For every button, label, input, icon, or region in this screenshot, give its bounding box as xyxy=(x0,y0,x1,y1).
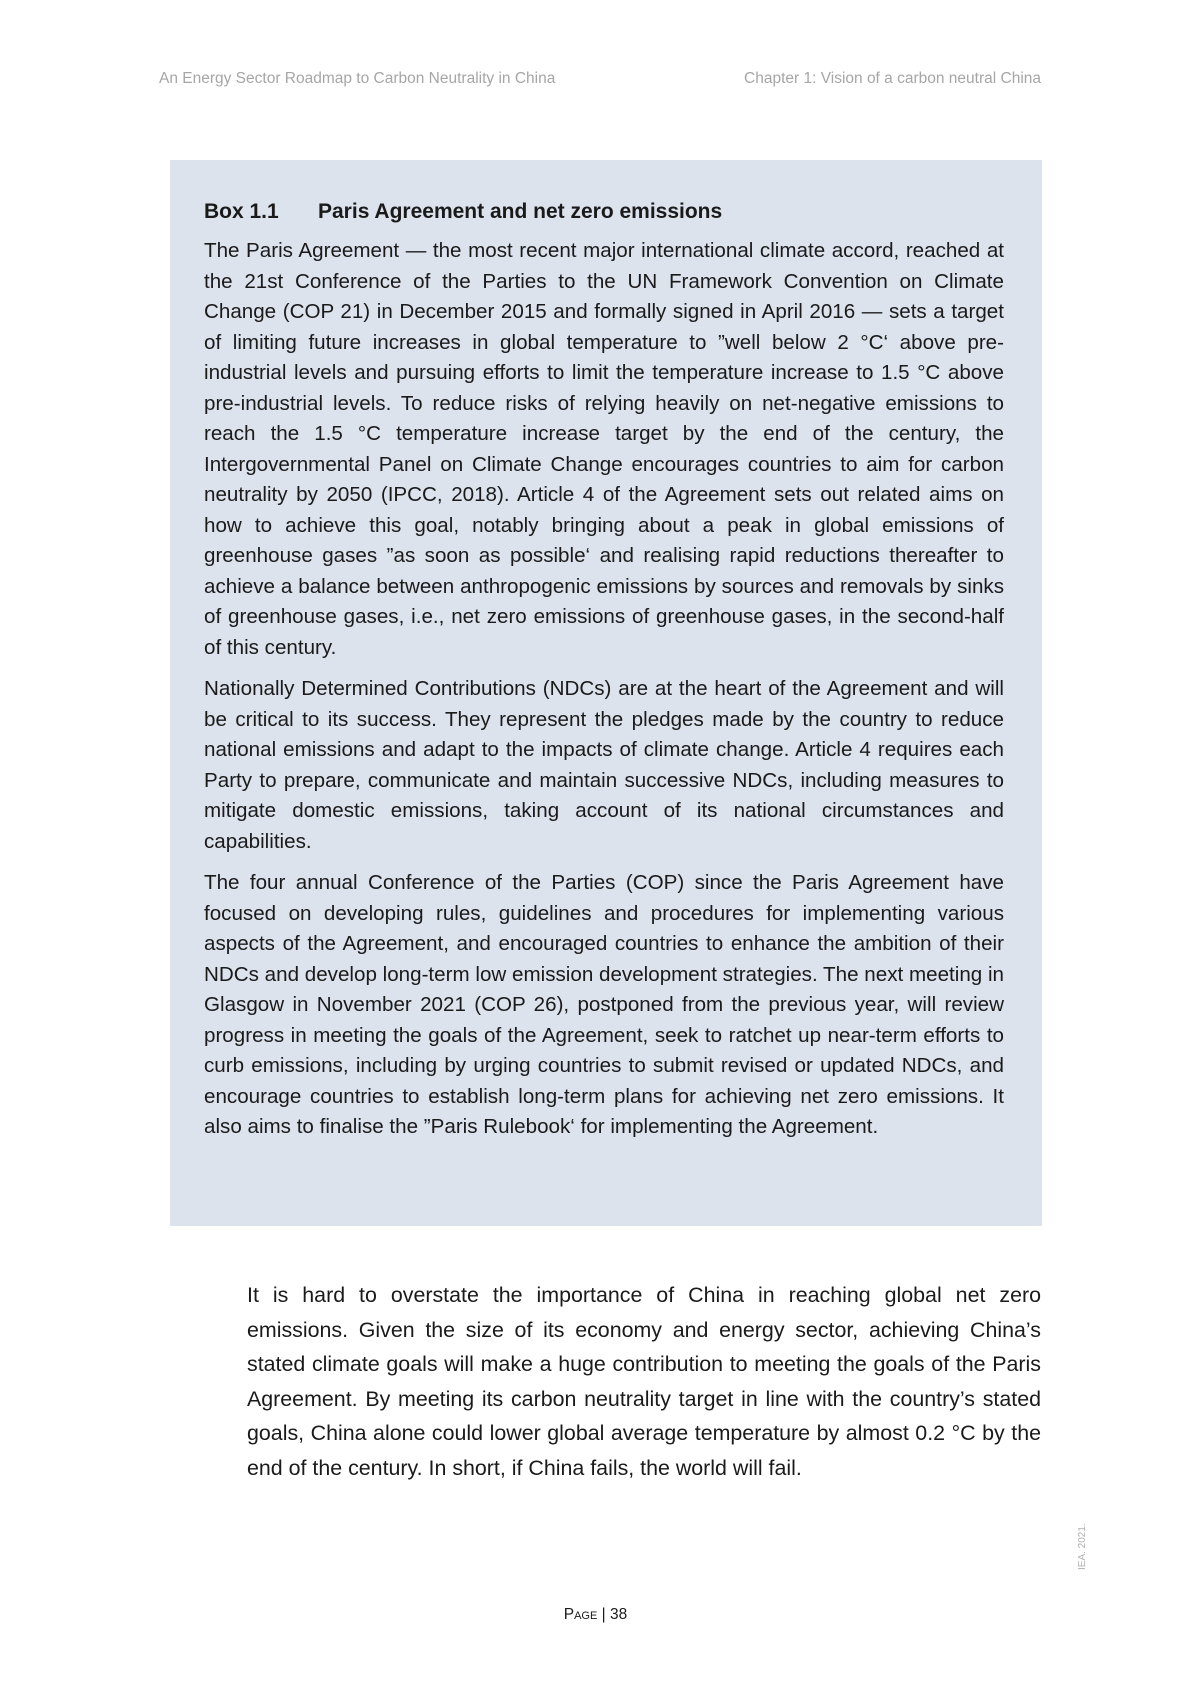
box-paragraph: The four annual Conference of the Parties (COP) since the Paris Agreement have focused on developing rules, guidelines and procedures for implementing various aspects of the Agreement, and encouraged countries to enhance the ambition of their NDCs and develop long-term low emission development strategies. The next meeting in Glasgow in November 2021 (COP 26), postponed from the previous year, will review progress in meeting the goals of the Agreement, seek to ratchet up near-term efforts to curb emissions, including by urging countries to submit revised or updated NDCs, and encourage countries to establish long-term plans for achieving net zero emissions. It also aims to finalise the ”Paris Rulebook‘ for implementing the Agreement. xyxy=(204,871,1004,1138)
box-1-1 xyxy=(170,160,1042,1226)
box-paragraph: The Paris Agreement — the most recent major international climate accord, reached at the 21st Conference of the Parties to the UN Framework Convention on Climate Change (COP 21) in December 2015 and formally signed in April 2016 — sets a target of limiting future increases in global temperature to ”well below 2 °C‘ above pre-industrial levels and pursuing efforts to limit the temperature increase to 1.5 °C above pre-industrial levels. To reduce risks of relying heavily on net-negative emissions to reach the 1.5 °C temperature increase target by the end of the century, the Intergovernmental Panel on Climate Change encourages countries to aim for carbon neutrality by 2050 (IPCC, 2018). Article 4 of the Agreement sets out related aims on how to achieve this goal, notably bringing about a peak in global emissions of greenhouse gases ”as soon as possible‘ and realising rapid reductions thereafter to achieve a balance between anthropogenic emissions by sources and removals by sinks of greenhouse gases, i.e., net zero emissions of greenhouse gases, in the second-half of this century. xyxy=(204,239,1004,659)
copyright-notice: IEA. 2021. xyxy=(1077,1523,1088,1570)
page-label: Page xyxy=(563,1606,598,1623)
box-heading xyxy=(204,198,1004,226)
body-paragraph: It is hard to overstate the importance of China in reaching global net zero emissions. Given the size of its economy and energy sector, achieving China’s stated climate goals will make a huge contribution to meeting the goals of the Paris Agreement. By meeting its carbon neutrality target in line with the country’s stated goals, China alone could lower global average temperature by almost 0.2 °C by the end of the century. In short, if China fails, the world will fail. xyxy=(247,1283,1041,1480)
page-footer xyxy=(0,1606,1191,1624)
box-title: Paris Agreement and net zero emissions xyxy=(318,200,723,223)
box-paragraph: Nationally Determined Contributions (NDCs) are at the heart of the Agreement and will be critical to its success. They represent the pledges made by the country to reduce national emissions and adapt to the impacts of climate change. Article 4 requires each Party to prepare, communicate and maintain successive NDCs, including measures to mitigate domestic emissions, taking account of its national circumstances and capabilities. xyxy=(204,677,1004,853)
page-number: 38 xyxy=(609,1606,628,1623)
running-header-title: An Energy Sector Roadmap to Carbon Neutrality in China xyxy=(159,70,556,87)
box-number: Box 1.1 xyxy=(204,200,279,223)
running-header-chapter: Chapter 1: Vision of a carbon neutral China xyxy=(744,70,1041,87)
page-separator: | xyxy=(601,1606,606,1623)
